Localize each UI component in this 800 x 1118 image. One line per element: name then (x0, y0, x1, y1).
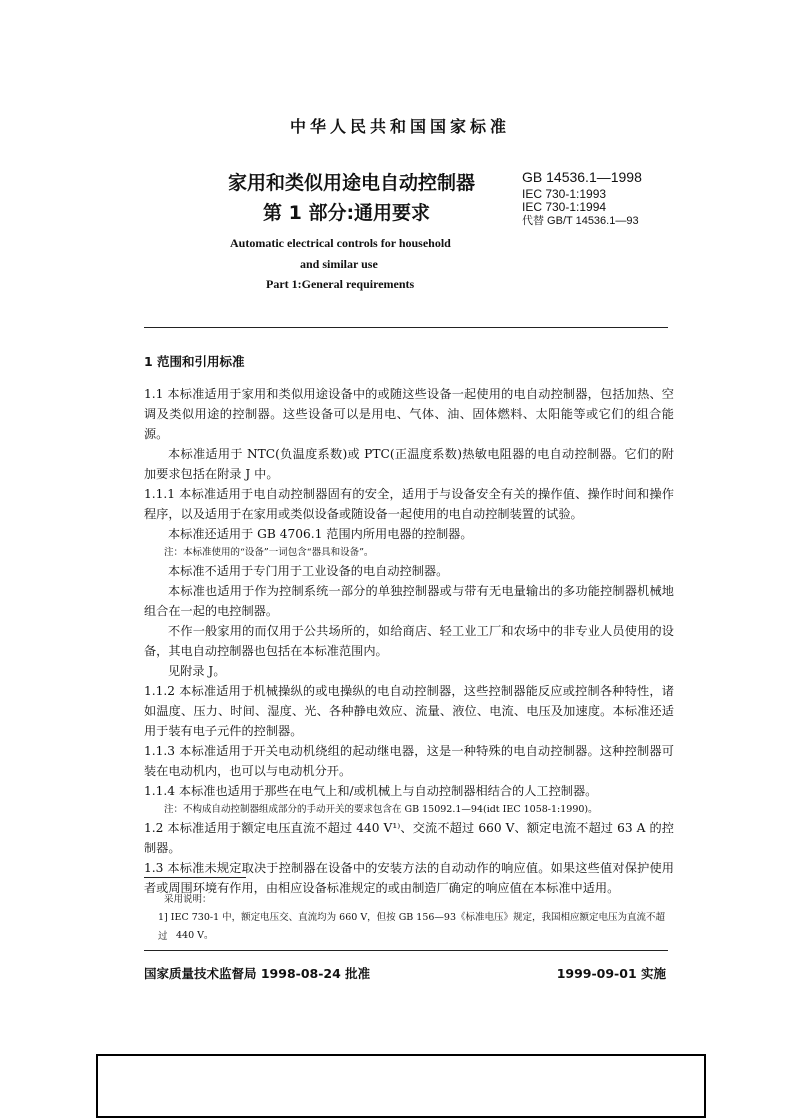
footnote-line1: 1] IEC 730-1 中，额定电压交、直流均为 660 V，但按 GB 156—93《标准电压》规定，我国相应额定电压为直流不超过 (158, 912, 666, 942)
paragraph-public-places: 不作一般家用的而仅用于公共场所的，如给商店、轻工业工厂和农场中的非专业人员使用的设备，其电自动控制器也包括在本标准范围内。 (144, 624, 674, 658)
chinese-title-line1: 家用和类似用途电自动控制器 (228, 172, 476, 194)
national-standard-heading: 中华人民共和国国家标准 (289, 117, 510, 136)
standard-iec-2: IEC 730-1:1994 (522, 200, 607, 214)
footnote-title: 采用说明： (164, 894, 212, 905)
paragraph-1-1-1: 1.1.1 本标准适用于电自动控制器固有的安全，适用于与设备安全有关的操作值、操作时间和操作程序，以及适用于在家用或类似设备或随设备一起使用的电自动控制装置的试验。 (144, 487, 674, 521)
paragraph-1-1-3: 1.1.3 本标准适用于开关电动机绕组的起动继电器，这是一种特殊的电自动控制器。这种控制器可装在电动机内，也可以与电动机分开。 (144, 744, 674, 778)
paragraph-control-system: 本标准也适用于作为控制系统一部分的单独控制器或与带有无电量输出的多功能控制器机械地组合在一起的电控制器。 (144, 584, 674, 618)
footer-divider (144, 950, 668, 951)
paragraph-1-2: 1.2 本标准适用于额定电压直流不超过 440 V¹⁾、交流不超过 660 V、额定电流不超过 63 A 的控制器。 (144, 821, 674, 855)
standard-replaces: 代替 GB/T 14536.1—93 (522, 215, 639, 227)
note-equipment: 注：本标准使用的“设备”一词包含“器具和设备”。 (164, 547, 374, 558)
paragraph-see-annex: 见附录 J。 (168, 664, 226, 678)
document-body (144, 352, 674, 898)
standard-number: GB 14536.1—1998 (522, 169, 642, 185)
footnote-divider (144, 877, 246, 878)
standard-iec-1: IEC 730-1:1993 (522, 187, 607, 201)
paragraph-ntc-ptc: 本标准适用于 NTC(负温度系数)或 PTC(正温度系数)热敏电阻器的电自动控制器。它们的附加要求包括在附录 J 中。 (144, 447, 674, 481)
approval-date: 国家质量技术监督局 1998-08-24 批准 (144, 966, 371, 981)
page-bottom-border (96, 1054, 706, 1118)
effective-date: 1999-09-01 实施 (556, 966, 666, 981)
paragraph-1-1-2: 1.1.2 本标准适用于机械操纵的或电操纵的电自动控制器，这些控制器能反应或控制各种特性，诸如温度、压力、时间、湿度、光、各种静电效应、流量、液位、电流、电压及加速度。本标准还适用于装有电子元件的控制器。 (144, 684, 674, 738)
paragraph-gb4706: 本标准还适用于 GB 4706.1 范围内所用电器的控制器。 (168, 527, 473, 541)
header-divider (144, 327, 668, 328)
english-title-line1: Automatic electrical controls for household (230, 236, 451, 250)
chinese-title-line2: 第 1 部分:通用要求 (263, 202, 431, 224)
footnote-line2: 440 V。 (176, 930, 214, 941)
note-manual-switch: 注：不构成自动控制器组成部分的手动开关的要求包含在 GB 15092.1—94(idt IEC 1058-1:1990)。 (164, 804, 598, 815)
paragraph-1-1-4: 1.1.4 本标准也适用于那些在电气上和/或机械上与自动控制器相结合的人工控制器。 (144, 784, 598, 798)
paragraph-1-1: 1.1 本标准适用于家用和类似用途设备中的或随这些设备一起使用的电自动控制器，包括加热、空调及类似用途的控制器。这些设备可以是用电、气体、油、固体燃料、太阳能等或它们的组合能源。 (144, 387, 674, 441)
paragraph-1-3: 1.3 本标准未规定取决于控制器在设备中的安装方法的自动动作的响应值。如果这些值对保护使用者或周围环境有作用，由相应设备标准规定的或由制造厂确定的响应值在本标准中适用。 (144, 861, 674, 895)
paragraph-industrial: 本标准不适用于专门用于工业设备的电自动控制器。 (168, 564, 449, 578)
english-title-line3: Part 1:General requirements (266, 277, 415, 291)
section-heading: 1 范围和引用标准 (144, 354, 245, 369)
english-title-line2: and similar use (300, 257, 378, 271)
